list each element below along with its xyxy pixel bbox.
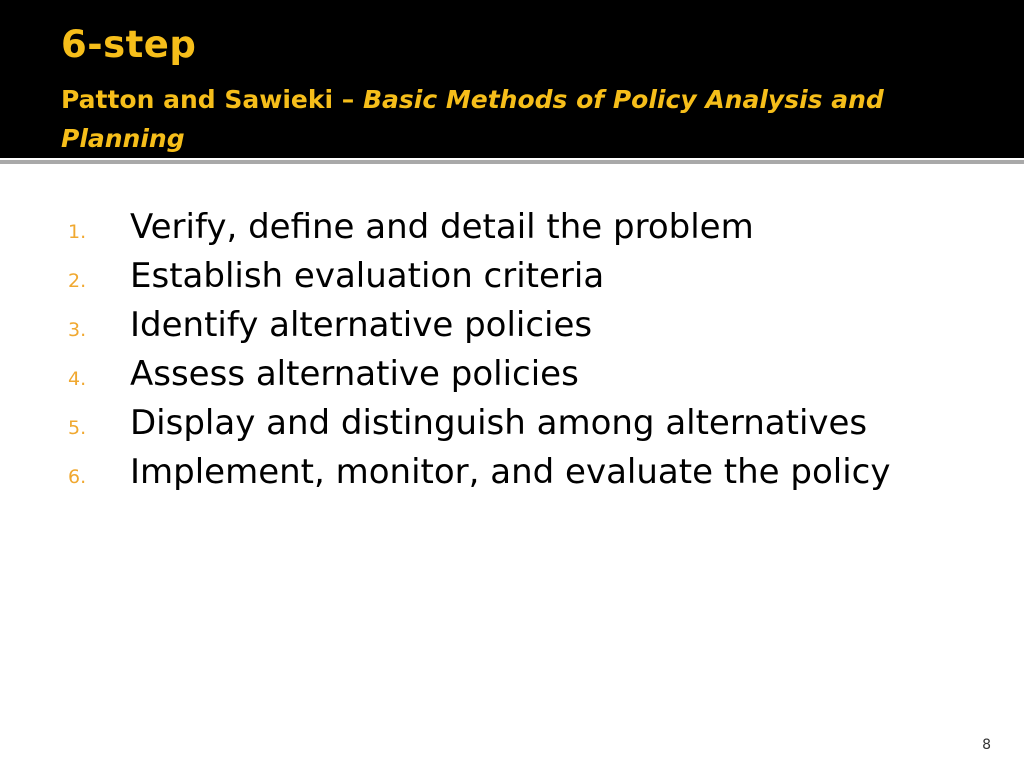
step-item (68, 452, 891, 501)
step-text: Assess alternative policies (130, 354, 579, 394)
step-text: Display and distinguish among alternatives (130, 403, 868, 443)
subtitle-book-title: Basic Methods of Policy Analysis and Planning (61, 85, 884, 153)
steps-list (68, 207, 891, 501)
step-item (68, 256, 891, 305)
title-bar (0, 0, 1024, 158)
step-number: 5. (68, 417, 87, 439)
step-number: 1. (68, 221, 87, 243)
step-number: 3. (68, 319, 87, 341)
step-text: Establish evaluation criteria (130, 256, 605, 296)
step-item (68, 403, 891, 452)
slide-number: 8 (982, 737, 991, 753)
step-text: Implement, monitor, and evaluate the policy (130, 452, 891, 492)
step-item (68, 207, 891, 256)
subtitle-authors: Patton and Sawieki – (61, 85, 363, 114)
step-text: Identify alternative policies (130, 305, 593, 345)
slide-subtitle (61, 80, 981, 158)
step-number: 6. (68, 466, 87, 488)
step-item (68, 354, 891, 403)
step-number: 4. (68, 368, 87, 390)
step-text: Verify, define and detail the problem (130, 207, 754, 247)
step-item (68, 305, 891, 354)
slide-title: 6-step (61, 23, 197, 66)
title-divider (0, 160, 1024, 164)
step-number: 2. (68, 270, 87, 292)
